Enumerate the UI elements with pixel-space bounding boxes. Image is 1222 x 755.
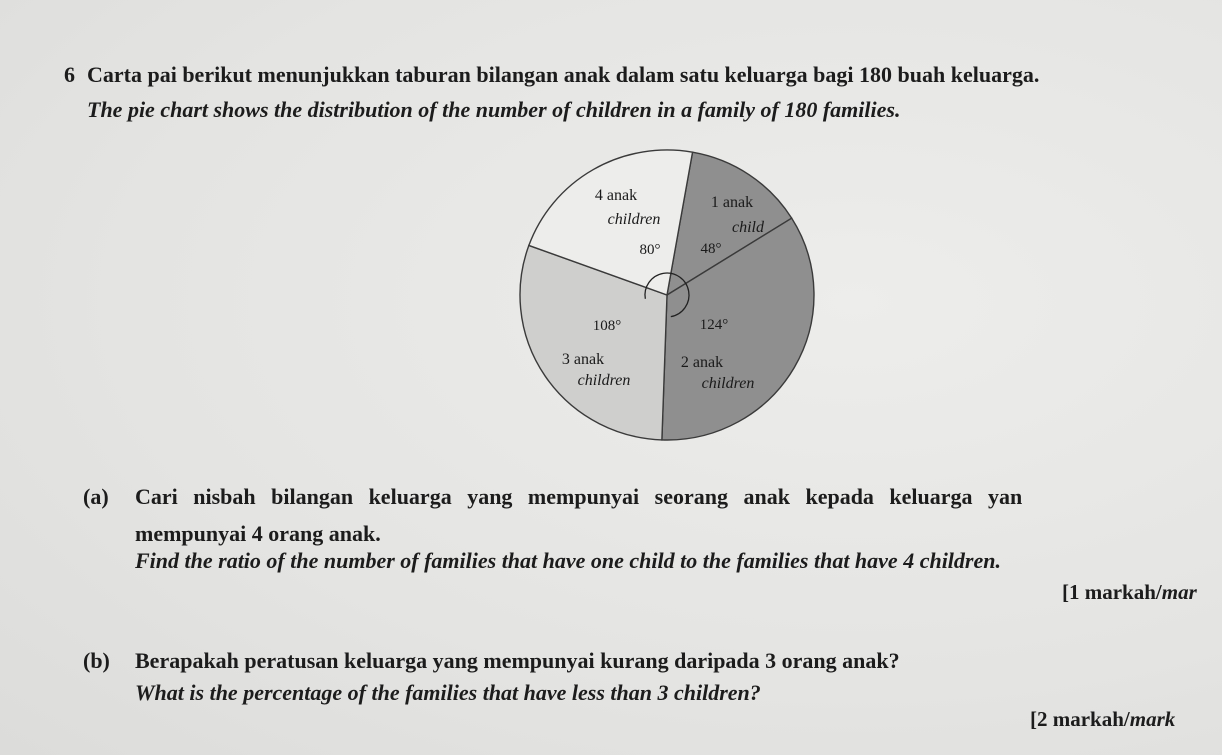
- slice-angle-1-child: 48°: [700, 241, 722, 257]
- slice-label-4-children-ms: 4 anak: [594, 187, 638, 204]
- part-a-malay-line2: mempunyai 4 orang anak.: [135, 521, 381, 546]
- part-a-malay-line1: Cari nisbah bilangan keluarga yang mempunyai seorang anak kepada keluarga yan: [135, 484, 1023, 509]
- part-a-label: (a): [83, 484, 109, 509]
- part-a-marks-english: mar: [1161, 580, 1197, 604]
- pie-chart: [500, 140, 820, 450]
- part-b-malay: Berapakah peratusan keluarga yang mempunyai kurang daripada 3 orang anak?: [135, 648, 900, 673]
- slice-label-1-child-en: child: [732, 219, 764, 236]
- slice-label-2-children-en: children: [701, 375, 755, 392]
- slice-label-3-children-ms: 3 anak: [561, 351, 605, 368]
- part-a-english: Find the ratio of the number of families that have one child to the families that have 4 children.: [135, 548, 1001, 573]
- slice-angle-4-children: 80°: [639, 242, 661, 258]
- slice-label-4-children-en: children: [607, 211, 661, 228]
- slice-angle-2-children: 124°: [699, 317, 729, 333]
- question-stem-english: The pie chart shows the distribution of the number of children in a family of 180 families.: [87, 97, 901, 122]
- part-a-marks-malay: [1 markah/: [1062, 580, 1162, 604]
- slice-label-1-child-ms: 1 anak: [710, 194, 754, 211]
- slice-label-3-children-en: children: [577, 372, 631, 389]
- part-b-english: What is the percentage of the families that have less than 3 children?: [135, 680, 761, 705]
- part-b-label: (b): [83, 648, 110, 673]
- slice-angle-3-children: 108°: [592, 318, 622, 334]
- part-b-marks-malay: [2 markah/: [1030, 707, 1130, 731]
- part-b-marks: [1030, 707, 1175, 732]
- slice-label-2-children-ms: 2 anak: [680, 354, 724, 371]
- part-b-marks-english: mark: [1129, 707, 1176, 731]
- part-a-marks: [1062, 580, 1197, 605]
- question-stem-malay: Carta pai berikut menunjukkan taburan bilangan anak dalam satu keluarga bagi 180 buah keluarga.: [87, 62, 1040, 87]
- question-number: 6: [64, 62, 75, 87]
